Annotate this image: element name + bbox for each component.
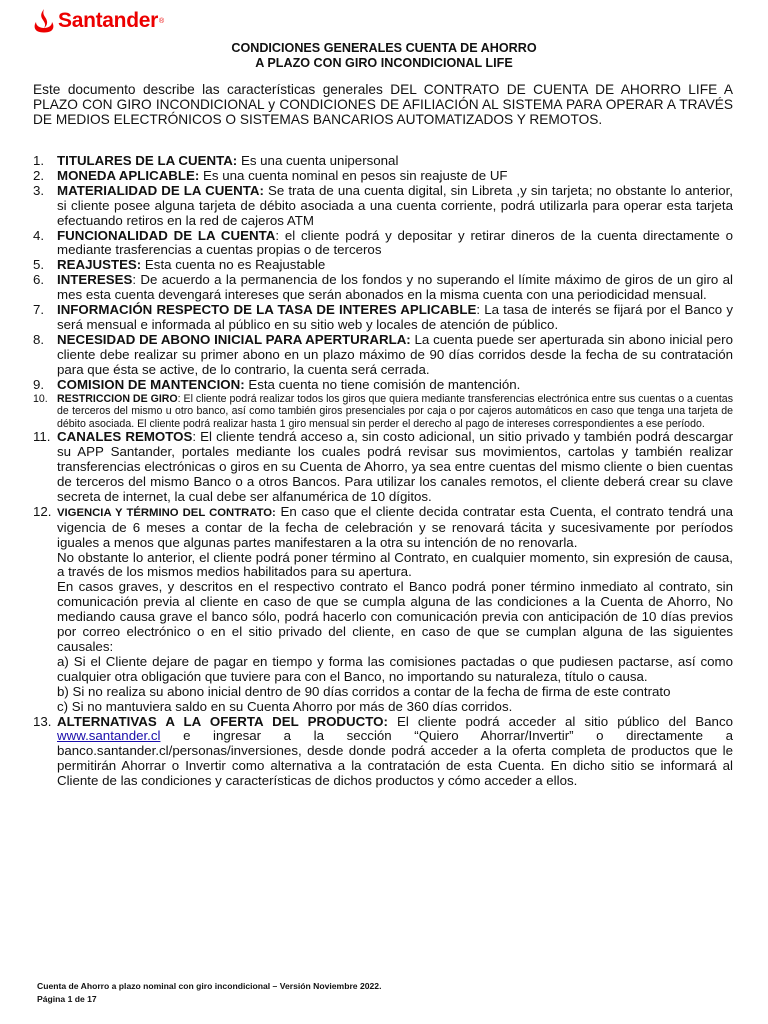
condition-heading: MATERIALIDAD DE LA CUENTA: — [57, 182, 264, 198]
title-line-1: CONDICIONES GENERALES CUENTA DE AHORRO — [231, 41, 537, 55]
page-number: Página 1 de 17 — [37, 994, 97, 1004]
condition-heading: NECESIDAD DE ABONO INICIAL PARA APERTURARLA: — [57, 331, 411, 347]
conditions-list — [33, 154, 733, 789]
condition-item-2: 2. MONEDA APLICABLE: Es una cuenta nominal en pesos sin reajuste de UF — [33, 167, 508, 183]
condition-heading: INTERESES — [57, 272, 133, 288]
condition-heading: ALTERNATIVAS A LA OFERTA DEL PRODUCTO: — [57, 713, 388, 729]
condition-item-13: 13. ALTERNATIVAS A LA OFERTA DEL PRODUCTO: El cliente podrá acceder al sitio público del Banco www.santander.cl e ingresar a la sección “Quiero Ahorrar/Invertir” o directamente a banco.santander.cl/personas/inversiones, desde donde podrá acceder a la oferta completa de productos que le permitirán Ahorrar o Invertir como alternativa a la contratación de esta Cuenta. En dicho sitio se informará al Cliente de las condiciones y características de dichos productos y cómo acceder a ellos. — [33, 713, 733, 789]
document-title — [0, 41, 768, 71]
condition-heading: VIGENCIA Y TÉRMINO DEL CONTRATO: — [57, 506, 276, 519]
condition-item-1: 1. TITULARES DE LA CUENTA: Es una cuenta unipersonal — [33, 153, 399, 168]
condition-paragraph: En casos graves, y descritos en el respectivo contrato el Banco podrá poner término inmediato al contrato, sin comunicación previa al cliente en caso de que se cumpla alguna de las condiciones a la Cuenta de Ahorro, No mediando causa grave el banco sólo, podrá hacerlo con comunicación previa con anticipación de 10 días previos por correo electrónico o en el sitio privado del cliente, en caso de que se cumplan alguna de las siguientes causales: — [57, 579, 733, 654]
condition-heading: COMISION DE MANTENCION: — [57, 376, 245, 392]
condition-heading: REAJUSTES: — [57, 257, 142, 273]
santander-logo — [33, 8, 164, 34]
causal-c: c) Si no mantuviera saldo en su Cuenta Ahorro por más de 360 días corridos. — [57, 698, 513, 714]
condition-paragraph: No obstante lo anterior, el cliente podrá poner término al Contrato, en cualquier momento, sin expresión de causa, a través de los mismos medios habilitados para su apertura. — [57, 549, 733, 580]
condition-item-5: 5. REAJUSTES: Esta cuenta no es Reajustable — [33, 257, 326, 273]
brand-registered-mark: ® — [159, 17, 165, 25]
condition-heading: FUNCIONALIDAD DE LA CUENTA — [57, 227, 276, 243]
condition-item-11: 11. CANALES REMOTOS: El cliente tendrá acceso a, sin costo adicional, un sitio privado y también podrá descargar su APP Santander, portales mediante los cuales podrá revisar sus movimientos, cartolas y también realizar transferencias electrónicas o giros en su Cuenta de Ahorro, ya sea entre cuentas del mismo cliente o bien cuentas de terceros del mismo Banco o a otros Bancos. Para utilizar los canales remotos, el cliente deberá crear su clave secreta de internet, la cual debe ser alfanumérica de 10 dígitos. — [33, 429, 734, 504]
condition-heading: RESTRICCION DE GIRO — [57, 392, 178, 405]
condition-item-9: 9. COMISION DE MANTENCION: Esta cuenta no tiene comisión de mantención. — [33, 376, 521, 392]
page-footer — [37, 980, 381, 1006]
condition-item-3: 3. MATERIALIDAD DE LA CUENTA: Se trata de una cuenta digital, sin Libreta ,y sin tarjeta; no obstante lo anterior, si cliente posee alguna tarjeta de débito asociada a una cuenta corriente, podrá utilizarla para operar esta tarjeta efectuando retiros en la red de cajeros ATM — [33, 182, 733, 228]
condition-item-10: 10. RESTRICCION DE GIRO: El cliente podrá realizar todos los giros que quiera mediante transferencias electrónica entre sus cuentas o a cuentas de terceros del mismo u otro banco, así como también giros presenciales por caja o por cajeros automáticos en caso que tenga una tarjeta de débito asociada. El cliente podrá realizar hasta 1 giro mensual sin perder el derecho al pago de intereses correspondientes a ese período. — [33, 392, 733, 430]
santander-website-link[interactable]: www.santander.cl — [57, 728, 161, 744]
condition-heading: CANALES REMOTOS — [57, 429, 193, 445]
condition-heading: MONEDA APLICABLE: — [57, 167, 200, 183]
title-line-2: A PLAZO CON GIRO INCONDICIONAL LIFE — [255, 56, 513, 70]
causal-a: a) Si el Cliente dejare de pagar en tiempo y forma las comisiones pactadas o que pudiesen pactarse, así como cualquier otra obligación que tuviere para con el Banco, no importando su naturaleza, título o causa. — [57, 653, 733, 684]
intro-paragraph: Este documento describe las características generales DEL CONTRATO DE CUENTA DE AHORRO LIFE A PLAZO CON GIRO INCONDICIONAL y CONDICIONES DE AFILIACIÓN AL SISTEMA PARA OPERAR A TRAVÉS DE MEDIOS ELECTRÓNICOS O SISTEMAS BANCARIOS AUTOMATIZADOS Y REMOTOS. — [33, 82, 733, 128]
footer-version: Cuenta de Ahorro a plazo nominal con giro incondicional – Versión Noviembre 2022. — [37, 981, 382, 991]
condition-heading: TITULARES DE LA CUENTA: — [57, 153, 238, 168]
causal-b: b) Si no realiza su abono inicial dentro de 90 días corridos a contar de la fecha de firma de este contrato — [57, 683, 671, 699]
brand-name: Santander — [58, 9, 158, 32]
condition-item-6: 6. INTERESES: De acuerdo a la permanencia de los fondos y no superando el límite máximo de giros de un giro al mes esta cuenta devengará intereses que serán abonados en la misma cuenta con una periodicidad mensual. — [33, 272, 733, 303]
condition-item-12: 12. VIGENCIA Y TÉRMINO DEL CONTRATO: En caso que el cliente decida contratar esta Cuenta, el contrato tendrá una vigencia de 6 meses a contar de la fecha de celebración y se renovará tácita y sucesivamente por períodos iguales a menos que algunas partes manifestaren a la otra su intención de no renovarla. No obstante lo anterior, el cliente podrá poner término al Contrato, en cualquier momento, sin expresión de causa, a través de los mismos medios habilitados para su apertura. En casos graves, y descritos en el respectivo contrato el Banco podrá poner término inmediato al contrato, sin comunicación previa al cliente en caso de que se cumpla alguna de las condiciones a la Cuenta de Ahorro, No mediando causa grave el banco sólo, podrá hacerlo con comunicación previa con anticipación de 10 días previos por correo electrónico o en el sitio privado del cliente, en caso de que se cumplan alguna de las siguientes causales: a) Si el Cliente dejare de pagar en tiempo y forma las comisiones pactadas o que pudiesen pactarse, así como cualquier otra obligación que tuviere para con el Banco, no importando su naturaleza, título o causa. b) Si no realiza su abono inicial dentro de 90 días corridos a contar de la fecha de firma de este contrato c) Si no mantuviera saldo en su Cuenta Ahorro por más de 360 días corridos. — [33, 503, 733, 714]
condition-item-4: 4. FUNCIONALIDAD DE LA CUENTA: el cliente podrá y depositar y retirar dineros de la cuenta directamente o mediante trasferencias a cuentas propias o de terceros — [33, 227, 733, 258]
condition-item-7: 7. INFORMACIÓN RESPECTO DE LA TASA DE INTERES APLICABLE: La tasa de interés se fijará por el Banco y será mensual e informada al público en su sitio web y locales de atención de público. — [33, 302, 733, 332]
condition-item-8: 8. NECESIDAD DE ABONO INICIAL PARA APERTURARLA: La cuenta puede ser aperturada sin abono inicial pero cliente debe realizar su primer abono en un plazo máximo de 90 días corridos desde la fecha de su contratación para que ésta se active, de lo contrario, la cuenta será cerrada. — [33, 331, 733, 377]
condition-heading: INFORMACIÓN RESPECTO DE LA TASA DE INTERES APLICABLE — [57, 302, 477, 318]
santander-flame-icon — [33, 8, 55, 34]
